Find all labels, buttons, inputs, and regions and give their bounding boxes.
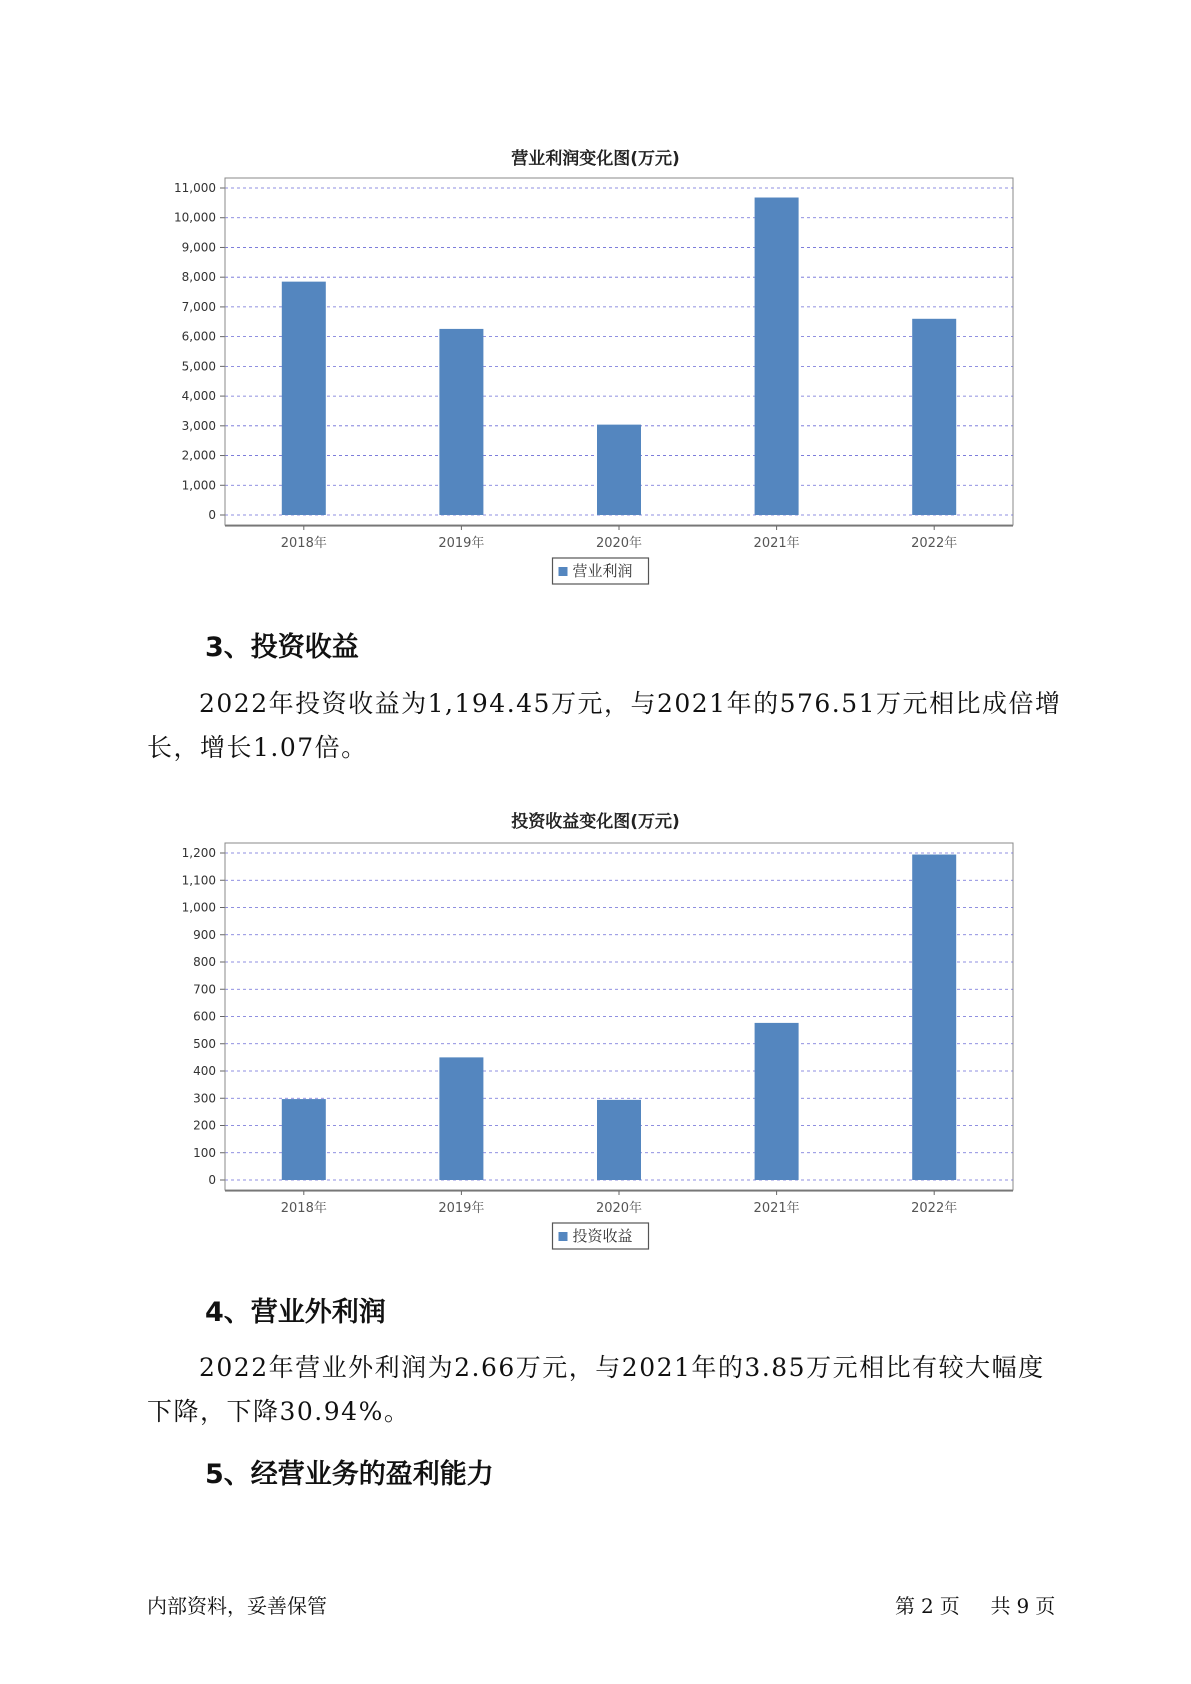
y-tick-label: 500 — [193, 1036, 216, 1051]
y-tick-label: 1,000 — [181, 478, 216, 493]
section-heading-investment-income: 3、投资收益 — [205, 632, 359, 663]
footer-page-number — [892, 1590, 1058, 1619]
y-tick-label: 7,000 — [181, 299, 216, 314]
paragraph-line: 2022年营业外利润为2.66万元，与2021年的3.85万元相比有较大幅度 — [199, 1353, 1045, 1382]
total-pages: 9 — [1016, 1594, 1030, 1618]
paragraph-line: 长，增长1.07倍。 — [147, 733, 368, 762]
paragraph-line: 2022年投资收益为1,194.45万元，与2021年的576.51万元相比成倍增 — [199, 689, 1062, 718]
bar — [439, 1057, 483, 1180]
x-tick-label: 2020年 — [595, 536, 643, 551]
operating-profit-bar-chart — [0, 170, 1191, 590]
bar — [755, 198, 799, 515]
y-tick-label: 100 — [193, 1145, 216, 1160]
legend-swatch — [559, 1232, 568, 1241]
footer-confidential-note: 内部资料，妥善保管 — [147, 1594, 327, 1618]
bar — [912, 855, 956, 1180]
y-tick-label: 5,000 — [181, 359, 216, 374]
y-tick-label: 200 — [193, 1118, 216, 1133]
legend-label: 营业利润 — [572, 562, 633, 580]
chart-title-investment-income: 投资收益变化图(万元) — [511, 812, 680, 832]
page-number: 2 — [921, 1594, 934, 1618]
y-tick-label: 0 — [208, 1173, 216, 1187]
x-tick-label: 2018年 — [280, 536, 327, 551]
y-tick-label: 1,000 — [181, 900, 216, 915]
x-tick-label: 2022年 — [911, 1201, 958, 1216]
bar — [912, 319, 956, 515]
bar — [439, 329, 483, 515]
y-tick-label: 700 — [193, 982, 216, 997]
section-heading-non-operating-profit: 4、营业外利润 — [205, 1297, 386, 1328]
chart-title-operating-profit: 营业利润变化图(万元) — [511, 149, 680, 169]
y-tick-label: 2,000 — [181, 448, 216, 463]
x-tick-label: 2019年 — [438, 536, 485, 551]
x-tick-label: 2019年 — [438, 1201, 485, 1216]
x-tick-label: 2022年 — [911, 536, 958, 551]
paragraph-line: 下降，下降30.94%。 — [147, 1397, 411, 1426]
y-tick-label: 4,000 — [181, 389, 216, 404]
section-heading-operating-profitability: 5、经营业务的盈利能力 — [205, 1459, 494, 1490]
y-tick-label: 1,100 — [181, 873, 216, 888]
legend-swatch — [559, 567, 568, 576]
page-unit: 页 — [939, 1594, 960, 1618]
total-unit: 页 — [1035, 1594, 1056, 1618]
y-tick-label: 11,000 — [174, 181, 216, 195]
bar — [597, 425, 641, 515]
x-tick-label: 2020年 — [595, 1201, 643, 1216]
y-tick-label: 900 — [193, 927, 216, 942]
bar — [597, 1100, 641, 1180]
bar — [282, 1099, 326, 1180]
y-tick-label: 400 — [193, 1064, 216, 1078]
y-tick-label: 800 — [193, 955, 216, 969]
bar — [282, 282, 326, 515]
paragraph-non-operating-profit — [147, 1346, 1047, 1434]
y-tick-label: 600 — [193, 1009, 216, 1024]
y-tick-label: 6,000 — [181, 329, 216, 344]
y-tick-label: 1,200 — [181, 846, 216, 860]
bar — [755, 1023, 799, 1180]
legend-label: 投资收益 — [572, 1227, 633, 1245]
total-prefix: 共 — [990, 1594, 1011, 1618]
x-tick-label: 2021年 — [753, 536, 800, 551]
y-tick-label: 3,000 — [181, 418, 216, 433]
y-tick-label: 9,000 — [181, 240, 216, 255]
y-tick-label: 10,000 — [174, 210, 216, 225]
y-tick-label: 300 — [193, 1091, 216, 1106]
investment-income-bar-chart — [0, 835, 1191, 1255]
x-tick-label: 2021年 — [753, 1201, 800, 1216]
page-prefix: 第 — [895, 1594, 915, 1618]
paragraph-investment-income — [147, 682, 1062, 770]
x-tick-label: 2018年 — [280, 1201, 327, 1216]
y-tick-label: 8,000 — [181, 270, 216, 285]
y-tick-label: 0 — [208, 508, 216, 522]
